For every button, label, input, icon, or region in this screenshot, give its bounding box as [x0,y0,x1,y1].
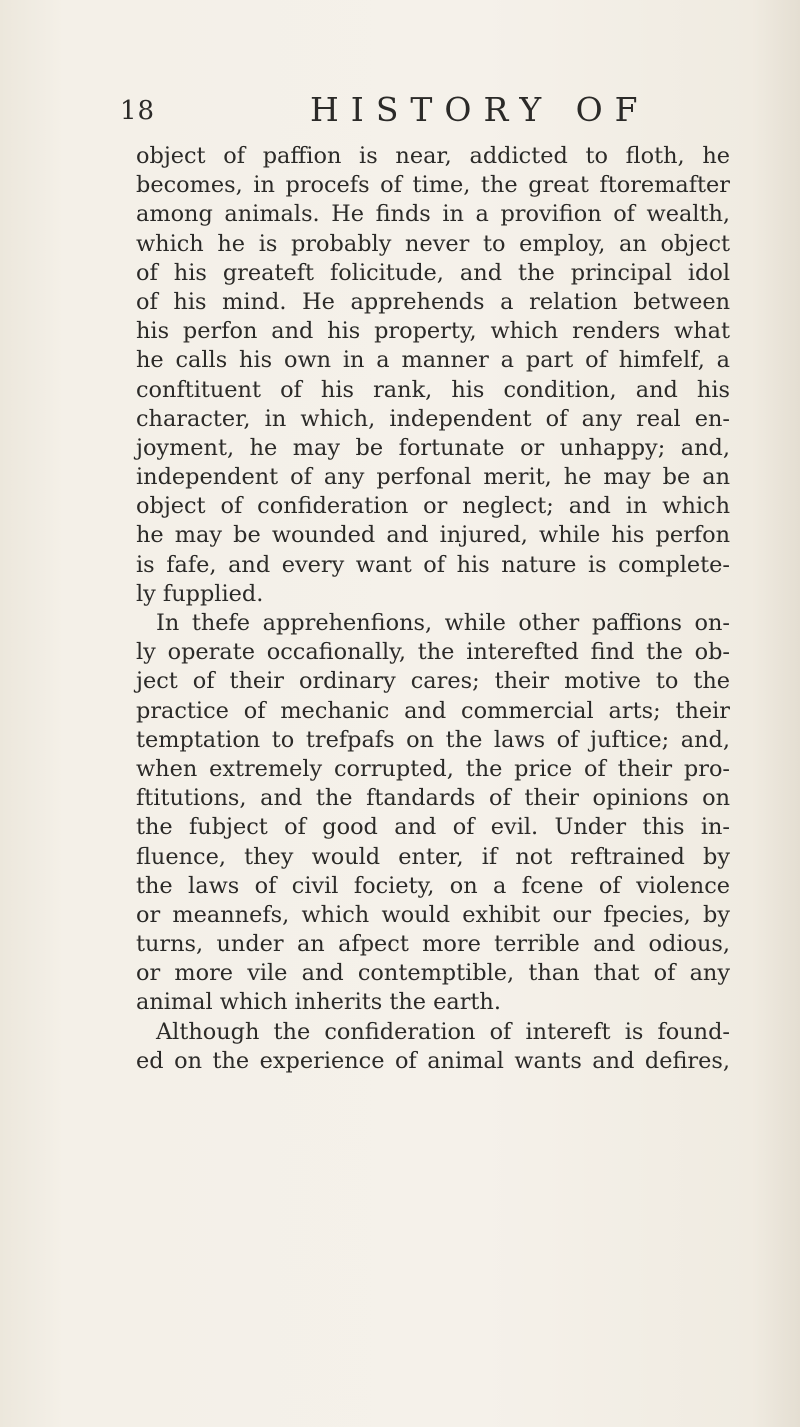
text-line: among animals. He finds in a provifion of wealth, [136,201,730,228]
text-line: becomes, in procefs of time, the great ftoremafter [136,172,730,199]
text-line: or more vile and contemptible, than that of any [136,960,730,987]
text-line: character, in which, independent of any real en- [136,405,730,432]
text-line: ftitutions, and the ftandards of their opinions on [136,785,730,812]
body-text [136,142,730,1076]
text-line: his perfon and his property, which renders what [136,318,730,345]
text-line: Although the confideration of intereft is found- [156,1018,730,1045]
text-line: is fafe, and every want of his nature is complete- [136,551,730,578]
text-line: independent of any perfonal merit, he may be an [136,464,730,491]
text-line: fluence, they would enter, if not reftrained by [136,843,730,870]
text-line: the fubject of good and of evil. Under this in- [136,814,730,841]
text-line: or meannefs, which would exhibit our fpecies, by [136,901,730,928]
text-line: ed on the experience of animal wants and defires, [136,1047,730,1074]
text-line: ly fupplied. [136,580,264,607]
text-line: animal which inherits the earth. [136,989,501,1016]
text-line: the laws of civil fociety, on a fcene of violence [136,872,730,899]
text-line: he may be wounded and injured, while his perfon [136,522,730,549]
page-header [120,90,680,140]
text-line: of his mind. He apprehends a relation between [136,288,730,315]
text-line: ject of their ordinary cares; their motive to the [136,668,730,695]
page-number: 18 [120,96,156,126]
text-line: In thefe apprehenfions, while other paffions on- [156,610,730,636]
text-line: temptation to trefpafs on the laws of juftice; and, [136,726,730,753]
running-title: HISTORY OF [310,90,650,129]
text-line: which he is probably never to employ, an object [136,230,730,257]
text-line: he calls his own in a manner a part of himfelf, a [136,347,730,374]
text-line: ly operate occafionally, the interefted find the ob- [136,639,730,666]
text-line: object of paffion is near, addicted to floth, he [136,143,730,169]
text-line: conftituent of his rank, his condition, and his [136,376,730,403]
text-line: practice of mechanic and commercial arts; their [136,697,730,724]
text-line: when extremely corrupted, the price of their pro- [136,755,730,782]
text-line: joyment, he may be fortunate or unhappy; and, [136,434,730,461]
text-line: object of confideration or neglect; and in which [136,493,730,520]
text-line: of his greateft folicitude, and the principal idol [136,259,730,286]
text-line: turns, under an afpect more terrible and odious, [136,931,730,958]
